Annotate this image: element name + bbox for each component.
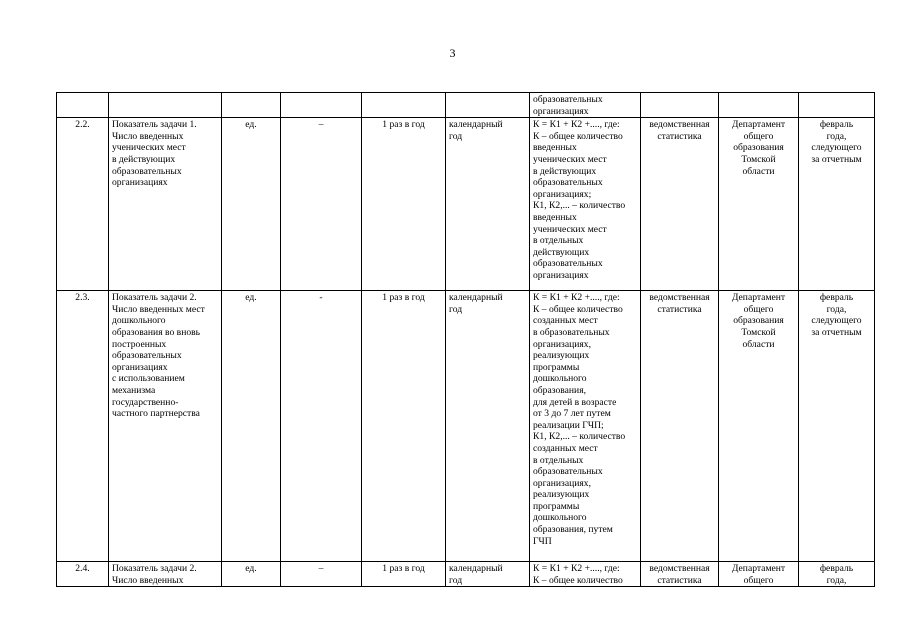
cell-responsible: Департамент общего <box>719 562 799 587</box>
indicators-table <box>56 92 875 587</box>
cell-period: календарный год <box>446 291 530 562</box>
cell-unit: ед. <box>222 291 281 562</box>
cell-unit <box>222 93 281 118</box>
page-number: 3 <box>449 46 456 60</box>
cell-frequency: 1 раз в год <box>362 291 446 562</box>
cell-responsible: Департамент общего образования Томской области <box>719 291 799 562</box>
cell-unit: ед. <box>222 562 281 587</box>
cell-frequency: 1 раз в год <box>362 562 446 587</box>
table-row-continued <box>57 93 875 118</box>
cell-source <box>641 93 719 118</box>
cell-unit: ед. <box>222 118 281 291</box>
cell-period <box>446 93 530 118</box>
cell-source: ведомственная статистика <box>641 562 719 587</box>
cell-direction: – <box>281 562 362 587</box>
cell-formula: К = К1 + К2 +...., где: К – общее количество введенных ученических мест в действующих образовательных организациях; К1, К2,... – количество введенных ученических мест в отдельных действующих образовательных организациях <box>530 118 641 291</box>
cell-num: 2.2. <box>57 118 109 291</box>
cell-deadline <box>799 93 875 118</box>
table-row <box>57 291 875 562</box>
cell-indicator: Показатель задачи 2. Число введенных мест дошкольного образования во вновь построенных образовательных организациях с использованием механизма государственно- частного партнерства <box>109 291 222 562</box>
cell-responsible: Департамент общего образования Томской области <box>719 118 799 291</box>
cell-period: календарный год <box>446 562 530 587</box>
cell-num: 2.4. <box>57 562 109 587</box>
cell-direction: - <box>281 291 362 562</box>
cell-direction: – <box>281 118 362 291</box>
cell-deadline: февраль года, следующего за отчетным <box>799 118 875 291</box>
table-row <box>57 562 875 587</box>
cell-frequency <box>362 93 446 118</box>
cell-num: 2.3. <box>57 291 109 562</box>
cell-source: ведомственная статистика <box>641 291 719 562</box>
cell-period: календарный год <box>446 118 530 291</box>
table-row <box>57 118 875 291</box>
cell-formula: образовательных организациях <box>530 93 641 118</box>
cell-source: ведомственная статистика <box>641 118 719 291</box>
cell-deadline: февраль года, следующего за отчетным <box>799 291 875 562</box>
cell-formula: К = К1 + К2 +...., где: К – общее количество <box>530 562 641 587</box>
cell-num <box>57 93 109 118</box>
cell-indicator: Показатель задачи 2. Число введенных <box>109 562 222 587</box>
cell-direction <box>281 93 362 118</box>
cell-deadline: февраль года, <box>799 562 875 587</box>
cell-responsible <box>719 93 799 118</box>
cell-indicator <box>109 93 222 118</box>
cell-indicator: Показатель задачи 1. Число введенных ученических мест в действующих образовательных организациях <box>109 118 222 291</box>
cell-formula: К = К1 + К2 +...., где: К – общее количество созданных мест в образовательных организациях, реализующих программы дошкольного образования, для детей в возрасте от 3 до 7 лет путем реализации ГЧП; К1, К2,... – количество созданных мест в отдельных образовательных организациях, реализующих программы дошкольного образования, путем ГЧП <box>530 291 641 562</box>
cell-frequency: 1 раз в год <box>362 118 446 291</box>
